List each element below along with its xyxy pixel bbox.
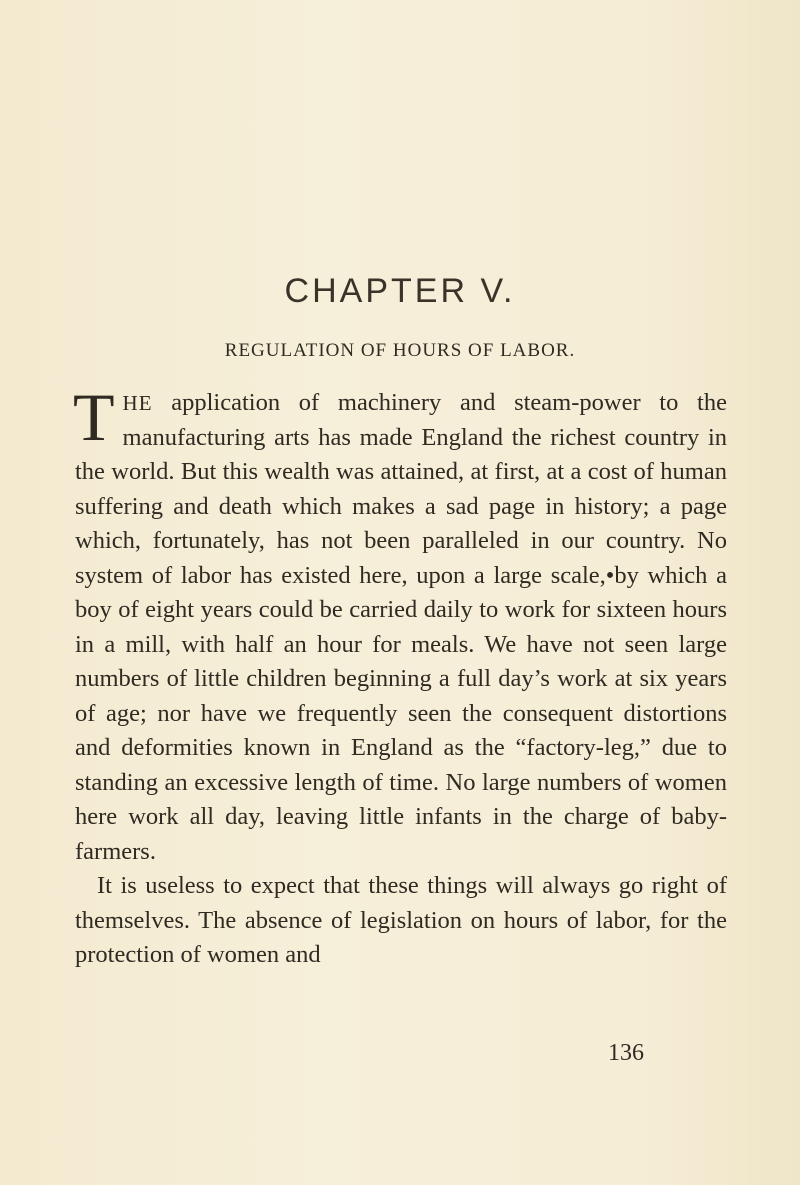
paragraph-1: [73, 379, 727, 869]
chapter-title: CHAPTER V.: [284, 272, 516, 310]
drop-cap: T: [73, 379, 115, 455]
page-number: 136: [608, 1040, 644, 1066]
chapter-subtitle: REGULATION OF HOURS OF LABOR.: [224, 340, 576, 361]
first-word-smallcaps: HE: [122, 391, 153, 415]
paragraph-2: It is useless to expect that these things will always go right of themselves. The absence of legislation on hours of labor, for the protection of women and: [75, 872, 727, 968]
paragraph-1-text: application of machinery and steam-power to the manufacturing arts has made England the richest country in the world. But this wealth was attained, at first, at a cost of human suffering and death which makes a sad page in history; a page which, fortunately, has not been paralleled in our country. No system of labor has existed here, upon a large scale,•by which a boy of eight years could be carried daily to work for sixteen hours in a mill, with half an hour for meals. We have not seen large numbers of little children beginning a full day’s work at six years of age; nor have we frequently seen the consequent distortions and deformities known in England as the “factory-leg,” due to standing an excessive length of time. No large numbers of women here work all day, leaving little infants in the charge of baby-farmers.: [75, 389, 727, 865]
body-text: [73, 379, 727, 973]
